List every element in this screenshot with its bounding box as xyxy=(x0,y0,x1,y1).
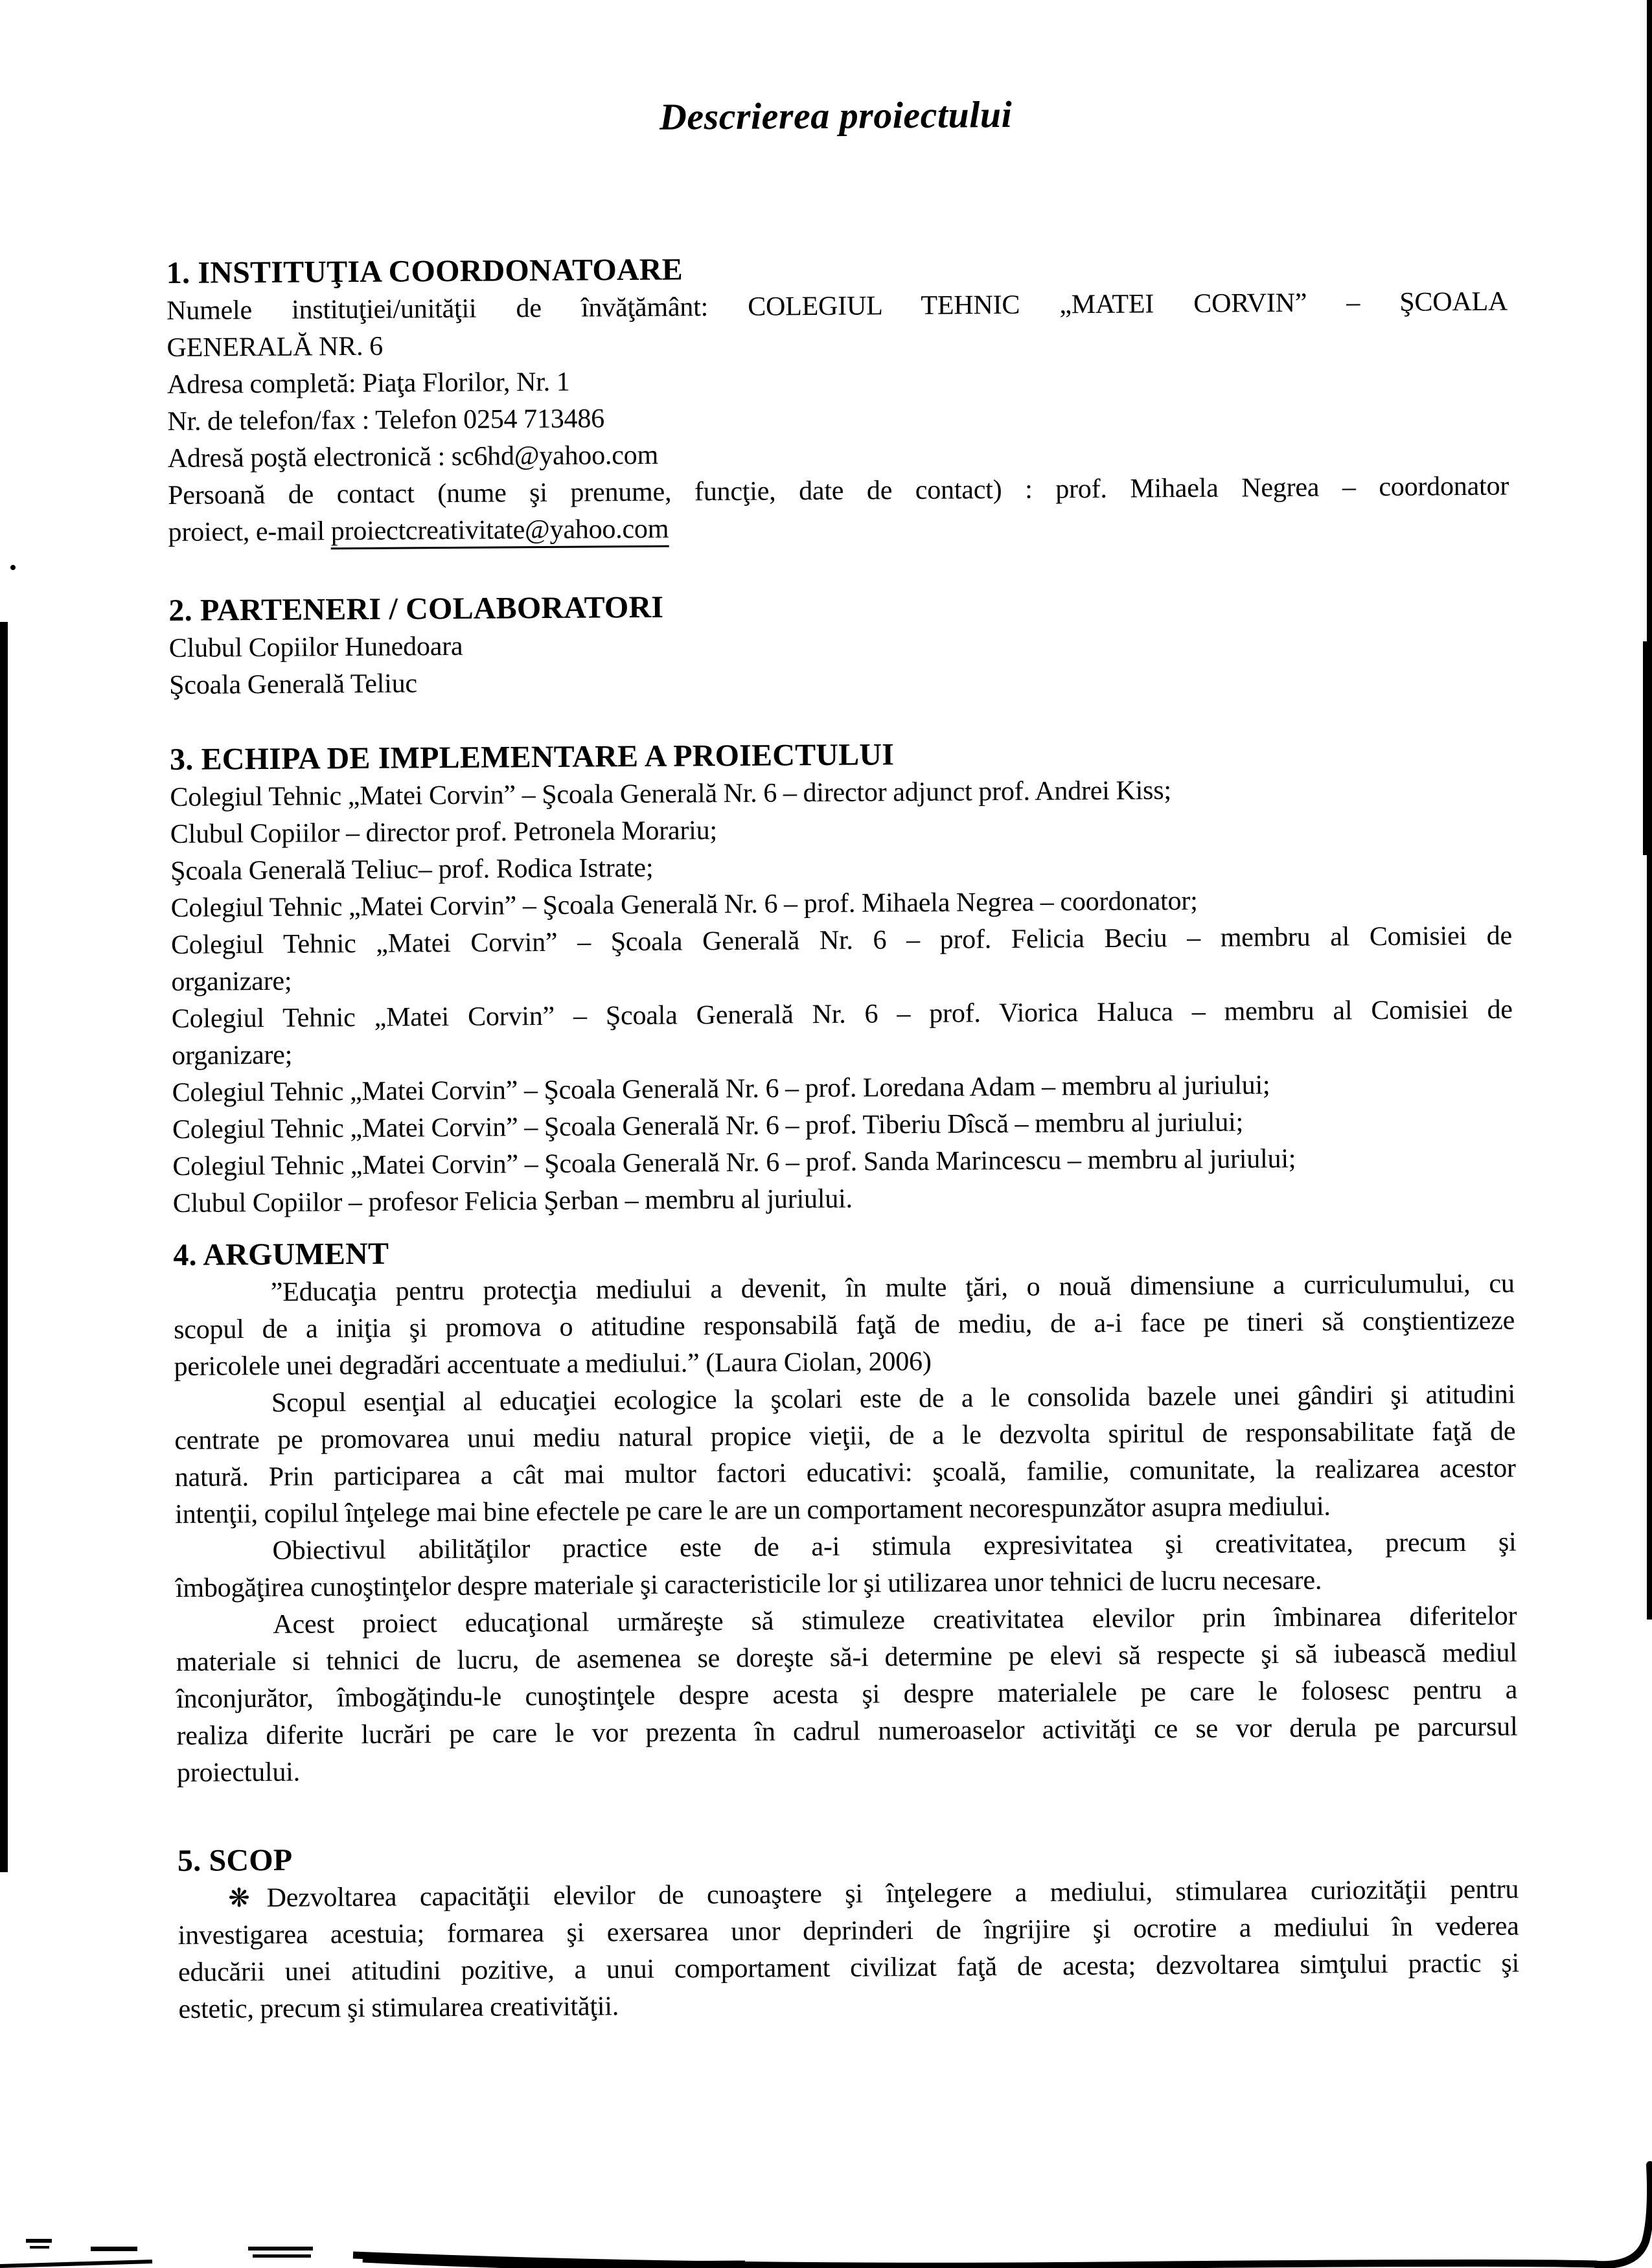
text-line: realiza diferite lucrări pe care le vor prezenta în cadrul numeroaselor activităţi ce se vor derula pe parcursul xyxy=(176,1712,1518,1751)
text-line: Colegiul Tehnic „Matei Corvin” – Şcoala Generală Nr. 6 – prof. Sanda Marincescu – membru al juriului; xyxy=(172,1143,1296,1182)
contact-email-underlined: proiectcreativitate@yahoo.com xyxy=(331,514,669,550)
text-line: natură. Prin participarea a cât mai multor factori educativi: şcoală, familie, comunitate, la realizarea acestor xyxy=(174,1453,1516,1493)
text-line: Obiectivul abilităţilor practice este de a-i stimula expresivitatea şi creativitatea, precum şi xyxy=(272,1527,1517,1566)
text-line: Clubul Copiilor – director prof. Petronela Morariu; xyxy=(170,816,718,850)
text-line: estetic, precum şi stimularea creativităţii. xyxy=(178,1991,619,2024)
scan-artifact-bottom-dash xyxy=(30,2246,49,2249)
scan-artifact-bottom-main-line xyxy=(353,2255,1597,2266)
text-line: Colegiul Tehnic „Matei Corvin” – Şcoala Generală Nr. 6 – prof. Viorica Haluca – membru al Comisiei de xyxy=(171,994,1513,1035)
text-line: Colegiul Tehnic „Matei Corvin” – Şcoala Generală Nr. 6 – prof. Loredana Adam – membru al juriului; xyxy=(172,1070,1270,1108)
text-line: Persoană de contact (nume şi prenume, funcţie, date de contact) : prof. Mihaela Negrea – coordonator xyxy=(168,471,1509,511)
text-line: Şcoala Generală Teliuc xyxy=(169,669,418,701)
text-line: Nr. de telefon/fax : Telefon 0254 713486 xyxy=(167,404,605,437)
text-line: GENERALĂ NR. 6 xyxy=(166,331,384,363)
scan-artifact-right-edge-bar xyxy=(1647,0,1652,1620)
scan-artifact-left-dot xyxy=(10,565,16,570)
text-line: înconjurător, îmbogăţindu-le cunoştinţele despre acesta şi despre materialele pe care le folosesc pentru a xyxy=(176,1675,1518,1714)
document-title: Descrierea proiectului xyxy=(659,93,1013,138)
contact-email-prefix: proiect, e-mail xyxy=(168,516,331,548)
text-line: intenţii, copilul înţelege mai bine efectele pe care le are un comportament necorespunzător asupra mediului. xyxy=(174,1491,1331,1529)
text-line: educării unei atitudini pozitive, a unui comportament civilizat faţă de acesta; dezvoltarea simţului practic şi xyxy=(178,1948,1520,1987)
text-line: Colegiul Tehnic „Matei Corvin” – Şcoala Generală Nr. 6 – prof. Mihaela Negrea – coordonator; xyxy=(170,886,1198,924)
scan-artifact-bottom-right-hook xyxy=(1597,2165,1651,2265)
text-line: Clubul Copiilor – profesor Felicia Şerban – membru al juriului. xyxy=(172,1184,853,1219)
document-content xyxy=(165,0,1520,2028)
scan-artifact-bottom-dash xyxy=(91,2247,137,2251)
text-line: Colegiul Tehnic „Matei Corvin” – Şcoala Generală Nr. 6 – prof. Tiberiu Dîscă – membru al juriului; xyxy=(172,1107,1244,1145)
section-5-heading: 5. SCOP xyxy=(177,1842,293,1878)
text-line: Şcoala Generală Teliuc– prof. Rodica Istrate; xyxy=(170,853,654,887)
text-line: Adresa completă: Piaţa Florilor, Nr. 1 xyxy=(166,367,570,400)
section-scop xyxy=(178,1833,1520,2028)
text-line: Colegiul Tehnic „Matei Corvin” – Şcoala Generală Nr. 6 – director adjunct prof. Andrei Kiss; xyxy=(170,775,1172,813)
section-echipa-implementare xyxy=(170,731,1514,1222)
scan-artifact-bottom-dash xyxy=(253,2254,311,2258)
text-line: ”Educaţia pentru protecţia mediului a devenit, în multe ţări, o nouă dimensiune a curriculumului, cu xyxy=(270,1268,1515,1307)
scan-artifact-left-edge-bar xyxy=(0,622,8,1872)
section-4-heading: 4. ARGUMENT xyxy=(173,1236,389,1272)
scan-artifact-bottom-dash xyxy=(248,2247,313,2251)
section-argument xyxy=(173,1227,1518,1792)
text-line: materiale si tehnici de lucru, de asemenea se doreşte să-i determine pe elevi să respecte şi să iubească mediul xyxy=(176,1638,1517,1677)
text-line: investigarea acestuia; formarea şi exersarea unor deprinderi de îngrijire şi ocrotire a mediului în vederea xyxy=(178,1911,1519,1951)
scan-artifact-bottom-left-line xyxy=(0,2262,152,2266)
text-line: Scopul esenţial al educaţiei ecologice la şcolari este de a le consolida bazele unei gândiri şi atitudini xyxy=(271,1379,1516,1418)
text-line: Dezvoltarea capacităţii elevilor de cunoaştere şi înţelegere a mediului, stimularea curiozităţii pentru xyxy=(266,1874,1519,1914)
section-2-heading: 2. PARTENERI / COLABORATORI xyxy=(168,590,664,628)
text-line: organizare; xyxy=(171,966,292,998)
text-line: proiectului. xyxy=(176,1757,301,1788)
text-line: Numele instituţiei/unităţii de învăţământ: COLEGIUL TEHNIC „MATEI CORVIN” – ŞCOALA xyxy=(166,286,1508,326)
text-line: centrate pe promovarea unui mediu natural propice vieţii, de a le dezvolta spiritul de responsabilitate faţă de xyxy=(174,1416,1516,1456)
section-institutia-coordonatoare xyxy=(166,245,1509,551)
scan-artifact-right-edge-bulge xyxy=(1643,641,1652,855)
section-1-heading: 1. INSTITUŢIA COORDONATOARE xyxy=(166,252,683,291)
text-line: organizare; xyxy=(172,1040,293,1071)
text-line: scopul de a iniţia şi promova o atitudine responsabilă faţă de mediu, de a-i face pe tineri să conştientizeze xyxy=(174,1305,1515,1345)
scan-artifact-bottom-dash xyxy=(26,2239,52,2243)
text-line: Adresă poştă electronică : sc6hd@yahoo.com xyxy=(167,440,659,474)
text-line: Acest proiect educaţional urmăreşte să stimuleze creativitatea elevilor prin îmbinarea diferitelor xyxy=(273,1601,1517,1640)
scan-artifact-bottom-thick-segment xyxy=(363,2258,745,2266)
section-3-heading: 3. ECHIPA DE IMPLEMENTARE A PROIECTULUI xyxy=(169,737,895,777)
section-parteneri-colaboratori xyxy=(168,582,1510,704)
text-line: îmbogăţirea cunoştinţelor despre materiale şi caracteristicile lor şi utilizarea unor tehnici de lucru necesare. xyxy=(175,1565,1322,1603)
text-line: Colegiul Tehnic „Matei Corvin” – Şcoala Generală Nr. 6 – prof. Felicia Beciu – membru al Comisiei de xyxy=(170,921,1513,961)
text-line: Clubul Copiilor Hunedoara xyxy=(168,631,463,664)
flower-asterisk-bullet-icon: ❋ xyxy=(228,1883,250,1914)
text-line: pericolele unei degradări accentuate a mediului.” (Laura Ciolan, 2006) xyxy=(174,1346,932,1382)
